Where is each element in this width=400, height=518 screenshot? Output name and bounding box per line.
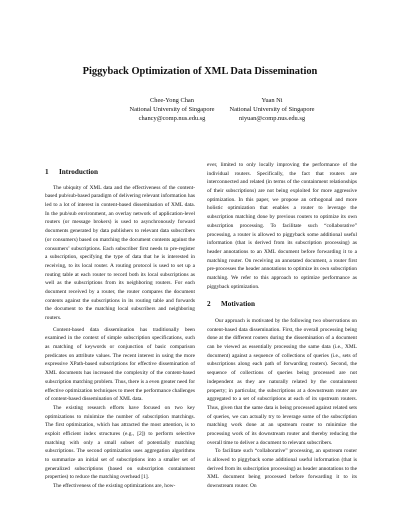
paragraph: The effectiveness of the existing optimizations are, how-	[53, 483, 176, 490]
author-name: Yuan Ni	[261, 97, 283, 104]
paper-title: Piggyback Optimization of XML Data Dissemination	[82, 66, 318, 77]
author-name: Chee-Yong Chan	[150, 97, 194, 104]
author-block-2	[197, 96, 347, 123]
right-column	[207, 161, 357, 491]
paragraph: The existing research efforts have focused on two key optimizations to minimize the number of subscription matchings. The first optimization, which has attracted the most attention, is to exploit efficient index structures (e.g., [2]) to perform selective matching with only a small subset of potentially matching subscriptions. The second optimization uses aggregation algorithms to summarize an initial set of subscriptions into a smaller set of generalized subscriptions (based on subscription containment properties) to reduce the matching overhead [1].	[45, 404, 195, 481]
author-email: chancy@comp.nus.edu.sg	[138, 115, 206, 123]
author-affiliation: National University of Singapore	[129, 106, 215, 114]
section-title: Introduction	[59, 168, 99, 176]
paragraph: The ubiquity of XML data and the effectiveness of the content-based pub/sub-based paradigm of delivering relevant information has led to a lot of interest in content-based dissemination of XML data. In the pub/sub environment, an overlay network of application-level routers (or message brokers) is used to asynchronously forward documents generated by data publishers to relevant data subscribers (or consumers) based on matching the document contents against the consumers’ subscriptions. Each subscriber first needs to pre-register a subscription, specifying the type of data that he is interested in receiving, to its local router. A routing protocol is used to set up a routing table at each router to record both its local subscriptions as well as the subscriptions from its neighboring routers. For each document received by a router, the router compares the document contents against the subscriptions in its routing table and forwards the document to the matching local subscribers and neighboring routers.	[45, 184, 195, 321]
paragraph: Content-based data dissemination has traditionally been examined in the context of simple subscription specifications, such as matching of keywords or conjunction of basic comparison predicates on attribute values. The recent interest in using the more expressive XPath-based subscriptions for effective dissemination of XML documents has increased the complexity of the content-based subscription matching problem. Thus, there is a even greater need for effective optimization techniques to meet the performance challenges of content-based dissemination of XML data.	[45, 326, 195, 403]
section-heading-introduction	[45, 168, 195, 177]
section-number: 2	[207, 300, 211, 309]
section-heading-motivation	[207, 300, 357, 309]
author-email: niyuan@comp.nus.edu.sg	[238, 115, 306, 123]
author-affiliation: National University of Singapore	[229, 106, 315, 114]
left-column	[45, 168, 195, 491]
paragraph: To facilitate such “collaborative” processing, an upstream router is allowed to piggyback some additional useful information (that is derived from its subscription processing) as header annotations to the XML document being processed before forwarding it to its downstream router. On	[207, 448, 357, 490]
paragraph: ever, limited to only locally improving the performance of the individual routers. Specifically, the fact that routers are interconnected and related (in terms of the containment relationships of their subscriptions) are not being exploited for more aggressive optimization. In this paper, we propose an orthogonal and more holistic optimization that enables a router to leverage the subscription matching done by previous routers to optimize its own subscription processing. To facilitate such “collaborative” processing, a router is allowed to piggyback some additional useful information (that is derived from its subscription processing) as header annotations to an XML document before forwarding it to a matching router. On receiving an annotated document, a router first pre-processes the header annotations to optimize its own subscription matching. We refer to this approach to optimize performance as piggyback optimization.	[207, 162, 357, 290]
section-number: 1	[45, 168, 49, 176]
paragraph: Our approach is motivated by the following two observations on content-based data dissemination. First, the overall processing being done at the different routers during the dissemination of a document can be viewed as essentially processing the same data (i.e., XML document) against a sequence of collections of queries (i.e., sets of subscriptions along each path of forwarding routers). Second, the sequence of collections of queries being processed are not independent as they are naturally related by the containment property; in particular, the subscriptions at a downstream router are aggregated to a set of subscriptions at each of its upstream routers. Thus, given that the same data is being processed against related sets of queries, we can actually try to leverage some of the subscription matching work done at an upstream router to minimize the processing work of its downstream router and thereby reducing the overall time to deliver a document to relevant subscribers.	[207, 318, 357, 446]
section-title: Motivation	[221, 300, 255, 309]
